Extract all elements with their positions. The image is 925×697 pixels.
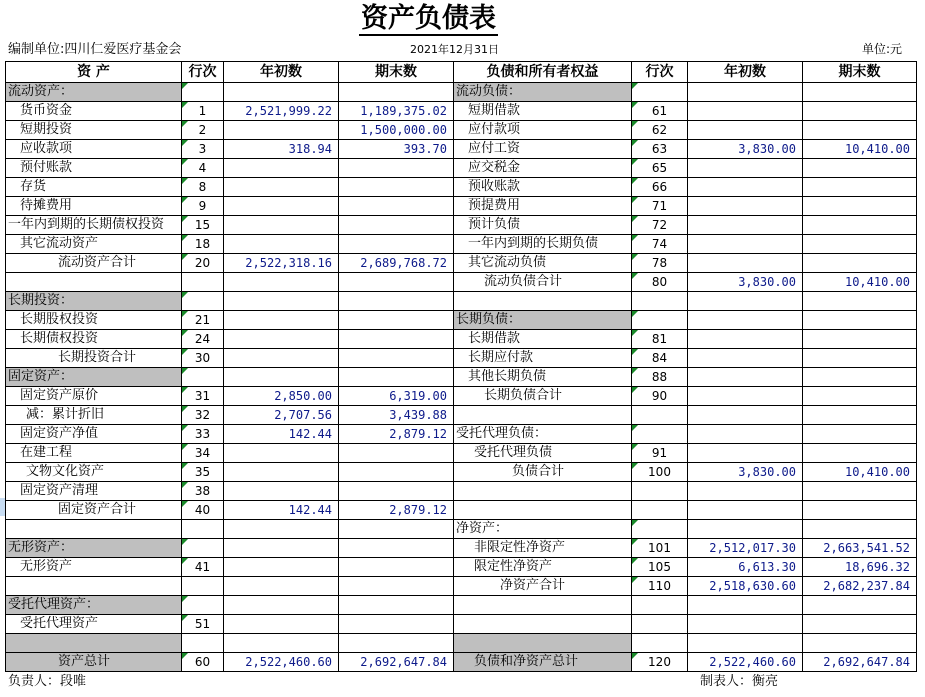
liability-line-cell[interactable]: 81	[632, 330, 688, 349]
asset-name-cell[interactable]: 固定资产合计	[6, 501, 182, 520]
asset-name-cell[interactable]: 受托代理资产：	[6, 596, 182, 615]
liability-closing-cell[interactable]: 10,410.00	[803, 273, 917, 292]
asset-closing-cell[interactable]: 1,500,000.00	[339, 121, 454, 140]
asset-name-cell[interactable]: 货币资金	[6, 102, 182, 121]
asset-opening-cell[interactable]	[224, 178, 339, 197]
liability-closing-cell[interactable]	[803, 254, 917, 273]
liability-closing-cell[interactable]: 2,682,237.84	[803, 577, 917, 596]
liability-opening-cell[interactable]	[688, 197, 803, 216]
liability-name-cell[interactable]: 应付款项	[454, 121, 632, 140]
liability-name-cell[interactable]: 非限定性净资产	[454, 539, 632, 558]
liability-line-cell[interactable]: 105	[632, 558, 688, 577]
asset-opening-cell[interactable]	[224, 121, 339, 140]
table-row	[6, 501, 917, 520]
report-title: 资产负债表	[361, 3, 496, 34]
liability-line-cell[interactable]: 120	[632, 653, 688, 672]
liability-name-cell[interactable]: 其他长期负债	[454, 368, 632, 387]
liability-opening-cell[interactable]: 2,512,017.30	[688, 539, 803, 558]
liability-closing-cell[interactable]	[803, 482, 917, 501]
liability-name-cell[interactable]: 其它流动负债	[454, 254, 632, 273]
liability-opening-cell[interactable]	[688, 425, 803, 444]
asset-line-cell[interactable]: 8	[182, 178, 224, 197]
asset-opening-cell[interactable]: 2,522,460.60	[224, 653, 339, 672]
asset-closing-cell[interactable]	[339, 349, 454, 368]
liability-closing-cell[interactable]: 10,410.00	[803, 463, 917, 482]
asset-closing-cell[interactable]	[339, 311, 454, 330]
asset-line-cell[interactable]	[182, 577, 224, 596]
asset-line-cell[interactable]: 41	[182, 558, 224, 577]
liability-line-cell[interactable]: 100	[632, 463, 688, 482]
asset-name-cell[interactable]: 文物文化资产	[6, 463, 182, 482]
asset-opening-cell[interactable]	[224, 558, 339, 577]
liability-closing-cell[interactable]: 18,696.32	[803, 558, 917, 577]
report-date: 2021年12月31日	[410, 43, 499, 56]
asset-line-cell[interactable]: 9	[182, 197, 224, 216]
asset-opening-cell[interactable]	[224, 292, 339, 311]
liability-name-cell[interactable]: 长期借款	[454, 330, 632, 349]
preparer: 制表人：衡亮	[700, 674, 779, 689]
asset-opening-cell[interactable]	[224, 520, 339, 539]
liability-line-cell[interactable]: 80	[632, 273, 688, 292]
asset-closing-cell[interactable]: 6,319.00	[339, 387, 454, 406]
liability-opening-cell[interactable]	[688, 634, 803, 653]
liability-line-cell[interactable]: 78	[632, 254, 688, 273]
liability-line-cell[interactable]	[632, 292, 688, 311]
asset-name-cell[interactable]: 短期投资	[6, 121, 182, 140]
asset-closing-cell[interactable]: 3,439.88	[339, 406, 454, 425]
table-row	[6, 558, 917, 577]
liability-line-cell[interactable]: 110	[632, 577, 688, 596]
asset-opening-cell[interactable]	[224, 330, 339, 349]
asset-line-cell[interactable]: 34	[182, 444, 224, 463]
asset-closing-cell[interactable]: 2,879.12	[339, 425, 454, 444]
liability-closing-cell[interactable]	[803, 311, 917, 330]
asset-opening-cell[interactable]	[224, 539, 339, 558]
asset-line-cell[interactable]: 4	[182, 159, 224, 178]
table-row	[6, 520, 917, 539]
liability-closing-cell[interactable]	[803, 349, 917, 368]
asset-line-cell[interactable]: 2	[182, 121, 224, 140]
asset-closing-cell[interactable]	[339, 634, 454, 653]
asset-name-cell[interactable]: 一年内到期的长期债权投资	[6, 216, 182, 235]
asset-name-cell[interactable]: 固定资产净值	[6, 425, 182, 444]
table-row	[6, 159, 917, 178]
asset-name-cell[interactable]: 受托代理资产	[6, 615, 182, 634]
liability-opening-cell[interactable]: 6,613.30	[688, 558, 803, 577]
liability-opening-cell[interactable]: 3,830.00	[688, 463, 803, 482]
liability-opening-cell[interactable]	[688, 368, 803, 387]
asset-closing-cell[interactable]	[339, 292, 454, 311]
liability-closing-cell[interactable]	[803, 216, 917, 235]
liability-name-cell[interactable]: 净资产合计	[454, 577, 632, 596]
asset-opening-cell[interactable]: 2,850.00	[224, 387, 339, 406]
liability-closing-cell[interactable]	[803, 387, 917, 406]
liability-closing-cell[interactable]	[803, 444, 917, 463]
asset-name-cell[interactable]: 待摊费用	[6, 197, 182, 216]
header-opening[interactable]: 年初数	[224, 62, 339, 83]
liability-opening-cell[interactable]	[688, 178, 803, 197]
liability-line-cell[interactable]	[632, 311, 688, 330]
liability-name-cell[interactable]: 短期借款	[454, 102, 632, 121]
asset-line-cell[interactable]: 31	[182, 387, 224, 406]
header-line-no[interactable]: 行次	[182, 62, 224, 83]
liability-line-cell[interactable]: 66	[632, 178, 688, 197]
liability-line-cell[interactable]: 72	[632, 216, 688, 235]
asset-closing-cell[interactable]: 1,189,375.02	[339, 102, 454, 121]
asset-name-cell[interactable]: 资产总计	[6, 653, 182, 672]
asset-name-cell[interactable]: 流动资产：	[6, 83, 182, 102]
asset-line-cell[interactable]: 1	[182, 102, 224, 121]
liability-line-cell[interactable]: 91	[632, 444, 688, 463]
header-liabilities[interactable]: 负债和所有者权益	[454, 62, 632, 83]
asset-closing-cell[interactable]: 2,692,647.84	[339, 653, 454, 672]
liability-name-cell[interactable]: 受托代理负债	[454, 444, 632, 463]
table-row	[6, 349, 917, 368]
asset-name-cell[interactable]: 固定资产：	[6, 368, 182, 387]
table-row	[6, 615, 917, 634]
header-row	[6, 62, 917, 83]
liability-line-cell[interactable]: 90	[632, 387, 688, 406]
asset-closing-cell[interactable]	[339, 558, 454, 577]
liability-opening-cell[interactable]: 2,522,460.60	[688, 653, 803, 672]
liability-closing-cell[interactable]	[803, 615, 917, 634]
liability-opening-cell[interactable]	[688, 520, 803, 539]
table-row	[6, 425, 917, 444]
liability-closing-cell[interactable]	[803, 197, 917, 216]
table-row	[6, 444, 917, 463]
liability-name-cell[interactable]: 应付工资	[454, 140, 632, 159]
liability-line-cell[interactable]: 71	[632, 197, 688, 216]
asset-name-cell[interactable]: 无形资产	[6, 558, 182, 577]
asset-name-cell[interactable]: 无形资产：	[6, 539, 182, 558]
liability-name-cell[interactable]	[454, 615, 632, 634]
table-row	[6, 292, 917, 311]
liability-name-cell[interactable]	[454, 482, 632, 501]
liability-line-cell[interactable]: 101	[632, 539, 688, 558]
liability-closing-cell[interactable]	[803, 501, 917, 520]
asset-line-cell[interactable]: 20	[182, 254, 224, 273]
liability-line-cell[interactable]	[632, 406, 688, 425]
liability-opening-cell[interactable]	[688, 349, 803, 368]
asset-closing-cell[interactable]	[339, 197, 454, 216]
asset-opening-cell[interactable]	[224, 349, 339, 368]
asset-line-cell[interactable]	[182, 539, 224, 558]
liability-name-cell[interactable]: 限定性净资产	[454, 558, 632, 577]
asset-name-cell[interactable]: 应收款项	[6, 140, 182, 159]
liability-opening-cell[interactable]: 3,830.00	[688, 140, 803, 159]
liability-opening-cell[interactable]	[688, 387, 803, 406]
asset-closing-cell[interactable]	[339, 444, 454, 463]
balance-sheet-table	[5, 61, 917, 672]
asset-line-cell[interactable]: 3	[182, 140, 224, 159]
liability-opening-cell[interactable]	[688, 501, 803, 520]
liability-name-cell[interactable]: 一年内到期的长期负债	[454, 235, 632, 254]
liability-closing-cell[interactable]	[803, 520, 917, 539]
asset-opening-cell[interactable]	[224, 159, 339, 178]
asset-line-cell[interactable]: 35	[182, 463, 224, 482]
liability-closing-cell[interactable]	[803, 406, 917, 425]
asset-line-cell[interactable]	[182, 292, 224, 311]
asset-line-cell[interactable]	[182, 520, 224, 539]
header-line-no-2[interactable]: 行次	[632, 62, 688, 83]
table-row	[6, 539, 917, 558]
liability-name-cell[interactable]: 应交税金	[454, 159, 632, 178]
asset-name-cell[interactable]: 流动资产合计	[6, 254, 182, 273]
liability-closing-cell[interactable]	[803, 178, 917, 197]
responsible-person: 负责人：段唯	[8, 674, 87, 689]
liability-opening-cell[interactable]	[688, 615, 803, 634]
liability-opening-cell[interactable]	[688, 216, 803, 235]
liability-closing-cell[interactable]: 2,692,647.84	[803, 653, 917, 672]
asset-line-cell[interactable]	[182, 273, 224, 292]
asset-line-cell[interactable]	[182, 368, 224, 387]
asset-closing-cell[interactable]	[339, 615, 454, 634]
asset-closing-cell[interactable]	[339, 83, 454, 102]
asset-opening-cell[interactable]	[224, 197, 339, 216]
liability-closing-cell[interactable]	[803, 83, 917, 102]
liability-closing-cell[interactable]	[803, 425, 917, 444]
table-row	[6, 387, 917, 406]
liability-line-cell[interactable]: 62	[632, 121, 688, 140]
asset-name-cell[interactable]	[6, 577, 182, 596]
table-row	[6, 178, 917, 197]
header-assets[interactable]: 资 产	[6, 62, 182, 83]
asset-line-cell[interactable]: 24	[182, 330, 224, 349]
asset-line-cell[interactable]: 60	[182, 653, 224, 672]
liability-line-cell[interactable]	[632, 615, 688, 634]
asset-opening-cell[interactable]	[224, 368, 339, 387]
asset-line-cell[interactable]: 40	[182, 501, 224, 520]
liability-opening-cell[interactable]: 3,830.00	[688, 273, 803, 292]
asset-opening-cell[interactable]	[224, 596, 339, 615]
liability-name-cell[interactable]	[454, 634, 632, 653]
table-row	[6, 577, 917, 596]
table-row	[6, 311, 917, 330]
liability-name-cell[interactable]	[454, 406, 632, 425]
liability-opening-cell[interactable]	[688, 235, 803, 254]
asset-opening-cell[interactable]	[224, 634, 339, 653]
asset-opening-cell[interactable]	[224, 577, 339, 596]
liability-opening-cell[interactable]	[688, 311, 803, 330]
asset-line-cell[interactable]: 15	[182, 216, 224, 235]
table-row	[6, 102, 917, 121]
asset-closing-cell[interactable]: 2,689,768.72	[339, 254, 454, 273]
liability-closing-cell[interactable]	[803, 102, 917, 121]
liability-closing-cell[interactable]	[803, 159, 917, 178]
liability-name-cell[interactable]: 预收账款	[454, 178, 632, 197]
asset-closing-cell[interactable]	[339, 596, 454, 615]
table-row	[6, 596, 917, 615]
asset-opening-cell[interactable]	[224, 463, 339, 482]
asset-line-cell[interactable]: 33	[182, 425, 224, 444]
asset-opening-cell[interactable]: 318.94	[224, 140, 339, 159]
liability-name-cell[interactable]: 长期负债合计	[454, 387, 632, 406]
asset-opening-cell[interactable]: 2,707.56	[224, 406, 339, 425]
liability-opening-cell[interactable]	[688, 482, 803, 501]
liability-line-cell[interactable]	[632, 596, 688, 615]
asset-closing-cell[interactable]	[339, 482, 454, 501]
liability-name-cell[interactable]: 负债合计	[454, 463, 632, 482]
table-row	[6, 140, 917, 159]
liability-name-cell[interactable]: 净资产：	[454, 520, 632, 539]
asset-closing-cell[interactable]	[339, 273, 454, 292]
asset-name-cell[interactable]: 长期投资合计	[6, 349, 182, 368]
table-row	[6, 235, 917, 254]
liability-closing-cell[interactable]	[803, 596, 917, 615]
header-closing-2[interactable]: 期末数	[803, 62, 917, 83]
table-row	[6, 463, 917, 482]
liability-line-cell[interactable]: 63	[632, 140, 688, 159]
asset-opening-cell[interactable]	[224, 216, 339, 235]
asset-opening-cell[interactable]: 2,522,318.16	[224, 254, 339, 273]
liability-line-cell[interactable]	[632, 83, 688, 102]
asset-line-cell[interactable]	[182, 596, 224, 615]
liability-line-cell[interactable]: 88	[632, 368, 688, 387]
asset-closing-cell[interactable]	[339, 216, 454, 235]
asset-opening-cell[interactable]	[224, 311, 339, 330]
liability-name-cell[interactable]	[454, 501, 632, 520]
liability-name-cell[interactable]: 长期应付款	[454, 349, 632, 368]
liability-name-cell[interactable]	[454, 292, 632, 311]
asset-line-cell[interactable]: 30	[182, 349, 224, 368]
asset-name-cell[interactable]: 长期股权投资	[6, 311, 182, 330]
asset-line-cell[interactable]: 51	[182, 615, 224, 634]
asset-opening-cell[interactable]	[224, 273, 339, 292]
liability-name-cell[interactable]: 受托代理负债：	[454, 425, 632, 444]
asset-opening-cell[interactable]: 142.44	[224, 501, 339, 520]
liability-name-cell[interactable]	[454, 596, 632, 615]
liability-closing-cell[interactable]	[803, 330, 917, 349]
asset-name-cell[interactable]	[6, 520, 182, 539]
liability-closing-cell[interactable]	[803, 634, 917, 653]
liability-opening-cell[interactable]	[688, 159, 803, 178]
asset-line-cell[interactable]: 32	[182, 406, 224, 425]
liability-closing-cell[interactable]	[803, 292, 917, 311]
asset-name-cell[interactable]: 固定资产清理	[6, 482, 182, 501]
currency-unit: 单位:元	[862, 42, 903, 56]
asset-name-cell[interactable]: 在建工程	[6, 444, 182, 463]
liability-opening-cell[interactable]	[688, 292, 803, 311]
liability-opening-cell[interactable]	[688, 102, 803, 121]
liability-closing-cell[interactable]: 2,663,541.52	[803, 539, 917, 558]
liability-opening-cell[interactable]	[688, 121, 803, 140]
asset-closing-cell[interactable]	[339, 368, 454, 387]
table-row	[6, 634, 917, 653]
asset-name-cell[interactable]: 长期投资：	[6, 292, 182, 311]
liability-line-cell[interactable]: 65	[632, 159, 688, 178]
liability-line-cell[interactable]	[632, 425, 688, 444]
asset-opening-cell[interactable]	[224, 615, 339, 634]
table-row	[6, 83, 917, 102]
asset-closing-cell[interactable]: 393.70	[339, 140, 454, 159]
table-row	[6, 406, 917, 425]
liability-line-cell[interactable]: 84	[632, 349, 688, 368]
asset-closing-cell[interactable]	[339, 235, 454, 254]
asset-name-cell[interactable]	[6, 273, 182, 292]
asset-name-cell[interactable]	[6, 634, 182, 653]
liability-closing-cell[interactable]	[803, 121, 917, 140]
table-row	[6, 482, 917, 501]
liability-name-cell[interactable]: 预计负债	[454, 216, 632, 235]
asset-closing-cell[interactable]	[339, 520, 454, 539]
asset-closing-cell[interactable]	[339, 577, 454, 596]
asset-closing-cell[interactable]	[339, 159, 454, 178]
organization-label: 编制单位:四川仁爱医疗基金会	[8, 42, 182, 57]
table-row	[6, 653, 917, 672]
table-body	[6, 83, 917, 672]
asset-closing-cell[interactable]	[339, 330, 454, 349]
asset-opening-cell[interactable]	[224, 444, 339, 463]
liability-line-cell[interactable]: 74	[632, 235, 688, 254]
asset-opening-cell[interactable]: 142.44	[224, 425, 339, 444]
asset-name-cell[interactable]: 固定资产原价	[6, 387, 182, 406]
asset-closing-cell[interactable]	[339, 463, 454, 482]
header-opening-2[interactable]: 年初数	[688, 62, 803, 83]
liability-opening-cell[interactable]	[688, 83, 803, 102]
liability-opening-cell[interactable]	[688, 444, 803, 463]
liability-opening-cell[interactable]	[688, 406, 803, 425]
liability-opening-cell[interactable]	[688, 596, 803, 615]
liability-line-cell[interactable]: 61	[632, 102, 688, 121]
table-row	[6, 216, 917, 235]
asset-opening-cell[interactable]	[224, 482, 339, 501]
asset-opening-cell[interactable]	[224, 83, 339, 102]
asset-line-cell[interactable]	[182, 634, 224, 653]
table-row	[6, 368, 917, 387]
table-row	[6, 254, 917, 273]
liability-line-cell[interactable]	[632, 520, 688, 539]
table-row	[6, 330, 917, 349]
asset-line-cell[interactable]: 18	[182, 235, 224, 254]
liability-line-cell[interactable]	[632, 482, 688, 501]
asset-name-cell[interactable]: 预付账款	[6, 159, 182, 178]
liability-line-cell[interactable]	[632, 501, 688, 520]
liability-opening-cell[interactable]: 2,518,630.60	[688, 577, 803, 596]
asset-closing-cell[interactable]	[339, 178, 454, 197]
asset-line-cell[interactable]: 21	[182, 311, 224, 330]
liability-name-cell[interactable]: 流动负债：	[454, 83, 632, 102]
asset-closing-cell[interactable]: 2,879.12	[339, 501, 454, 520]
asset-opening-cell[interactable]	[224, 235, 339, 254]
asset-name-cell[interactable]: 存货	[6, 178, 182, 197]
asset-name-cell[interactable]: 其它流动资产	[6, 235, 182, 254]
liability-closing-cell[interactable]	[803, 235, 917, 254]
header-closing[interactable]: 期末数	[339, 62, 454, 83]
asset-closing-cell[interactable]	[339, 539, 454, 558]
asset-name-cell[interactable]: 长期债权投资	[6, 330, 182, 349]
liability-name-cell[interactable]: 长期负债：	[454, 311, 632, 330]
table-row	[6, 121, 917, 140]
asset-line-cell[interactable]: 38	[182, 482, 224, 501]
table-row	[6, 273, 917, 292]
liability-opening-cell[interactable]	[688, 330, 803, 349]
table-row	[6, 197, 917, 216]
liability-closing-cell[interactable]	[803, 368, 917, 387]
liability-closing-cell[interactable]: 10,410.00	[803, 140, 917, 159]
liability-opening-cell[interactable]	[688, 254, 803, 273]
liability-name-cell[interactable]: 负债和净资产总计	[454, 653, 632, 672]
liability-name-cell[interactable]: 预提费用	[454, 197, 632, 216]
liability-line-cell[interactable]	[632, 634, 688, 653]
asset-line-cell[interactable]	[182, 83, 224, 102]
liability-name-cell[interactable]: 流动负债合计	[454, 273, 632, 292]
asset-opening-cell[interactable]: 2,521,999.22	[224, 102, 339, 121]
asset-name-cell[interactable]: 减：累计折旧	[6, 406, 182, 425]
